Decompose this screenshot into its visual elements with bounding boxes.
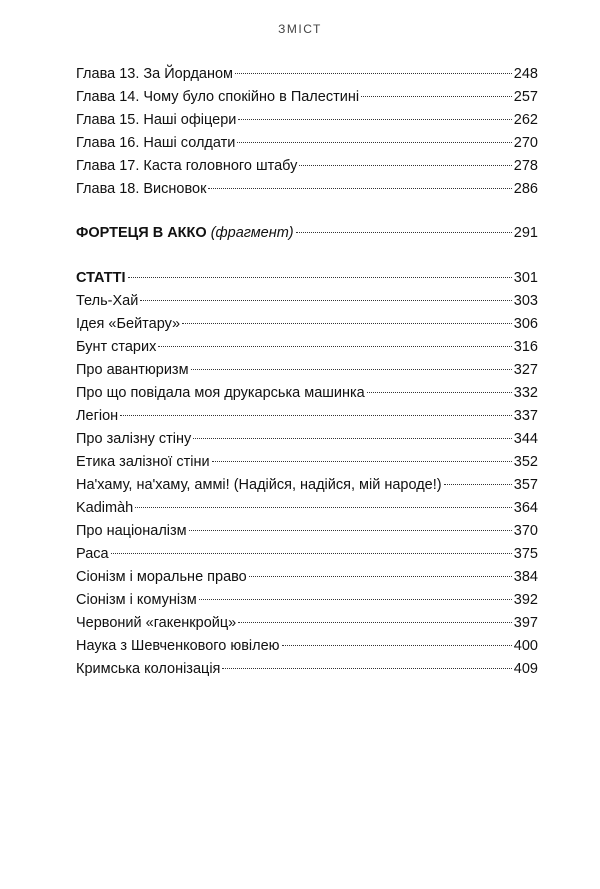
entry-page: 316 xyxy=(513,339,538,355)
entry-title: Червоний «гакенкройц» xyxy=(76,615,237,631)
dot-leader xyxy=(212,461,512,462)
entry-title: Про залізну стіну xyxy=(76,431,192,447)
entry-page: 270 xyxy=(513,135,538,151)
entry-title: Глава 14. Чому було спокійно в Палестині xyxy=(76,89,360,105)
entry-title: Сіонізм і комунізм xyxy=(76,592,197,608)
entry-title: Про що повідала моя друкарська машинка xyxy=(76,385,365,401)
section-title: СТАТТІ xyxy=(76,270,126,286)
entry-title: Ідея «Бейтару» xyxy=(76,316,181,332)
dot-leader xyxy=(111,553,512,554)
entry-page: 303 xyxy=(513,293,538,309)
entry-title: Про авантюризм xyxy=(76,362,189,378)
toc-entry xyxy=(76,313,538,336)
entry-title: Kadimàh xyxy=(76,500,134,516)
entry-page: 397 xyxy=(513,615,538,631)
entry-page: 370 xyxy=(513,523,538,539)
toc-entry xyxy=(76,155,538,178)
entry-title: Глава 18. Висновок xyxy=(76,181,207,197)
toc-entry xyxy=(76,336,538,359)
dot-leader xyxy=(367,392,512,393)
entry-title: Про націоналізм xyxy=(76,523,187,539)
toc-entry xyxy=(76,290,538,313)
toc-section-heading xyxy=(76,267,538,290)
entry-title: Наука з Шевченкового ювілею xyxy=(76,638,280,654)
toc-entry xyxy=(76,451,538,474)
dot-leader xyxy=(158,346,511,347)
entry-page: 262 xyxy=(513,112,538,128)
dot-leader xyxy=(238,622,512,623)
fortress-title: ФОРТЕЦЯ В АККО xyxy=(76,225,207,241)
entry-title: Тель-Хай xyxy=(76,293,139,309)
dot-leader xyxy=(237,142,511,143)
dot-leader xyxy=(189,530,512,531)
entry-page: 344 xyxy=(513,431,538,447)
entry-page: 400 xyxy=(513,638,538,654)
toc-entry xyxy=(76,132,538,155)
entry-title: Бунт старих xyxy=(76,339,157,355)
dot-leader xyxy=(208,188,511,189)
entry-page: 352 xyxy=(513,454,538,470)
toc-entry xyxy=(76,86,538,109)
dot-leader xyxy=(249,576,512,577)
dot-leader xyxy=(120,415,512,416)
toc-entry xyxy=(76,109,538,132)
entry-page: 332 xyxy=(513,385,538,401)
entry-page: 337 xyxy=(513,408,538,424)
dot-leader xyxy=(128,277,512,278)
dot-leader xyxy=(193,438,512,439)
dot-leader xyxy=(361,96,512,97)
dot-leader xyxy=(299,165,511,166)
chapters-section xyxy=(76,63,538,201)
fortress-section xyxy=(76,222,538,245)
dot-leader xyxy=(182,323,512,324)
entry-page: 327 xyxy=(513,362,538,378)
dot-leader xyxy=(444,484,512,485)
toc-entry xyxy=(76,359,538,382)
toc-entry xyxy=(76,589,538,612)
toc-entry xyxy=(76,566,538,589)
entry-page: 286 xyxy=(513,181,538,197)
dot-leader xyxy=(235,73,512,74)
toc-entry xyxy=(76,178,538,201)
toc-entry xyxy=(76,382,538,405)
entry-title: Глава 16. Наші солдати xyxy=(76,135,236,151)
toc-entry xyxy=(76,405,538,428)
entry-page: 375 xyxy=(513,546,538,562)
entry-page: 306 xyxy=(513,316,538,332)
entry-title: Етика залізної стіни xyxy=(76,454,210,470)
entry-title xyxy=(76,222,294,245)
articles-section xyxy=(76,267,538,681)
toc-entry xyxy=(76,428,538,451)
dot-leader xyxy=(135,507,512,508)
entry-title: Легіон xyxy=(76,408,119,424)
toc-entry xyxy=(76,612,538,635)
entry-page: 392 xyxy=(513,592,538,608)
entry-title: Раса xyxy=(76,546,109,562)
entry-page: 364 xyxy=(513,500,538,516)
toc-entry xyxy=(76,543,538,566)
entry-title: Сіонізм і моральне право xyxy=(76,569,247,585)
entry-page: 384 xyxy=(513,569,538,585)
dot-leader xyxy=(282,645,512,646)
entry-title: Глава 17. Каста головного штабу xyxy=(76,158,298,174)
toc-entry xyxy=(76,520,538,543)
toc-entry xyxy=(76,497,538,520)
dot-leader xyxy=(222,668,511,669)
dot-leader xyxy=(199,599,512,600)
fortress-subtitle: (фрагмент) xyxy=(210,225,294,241)
entry-page: 409 xyxy=(513,661,538,677)
dot-leader xyxy=(296,232,512,233)
entry-page: 357 xyxy=(513,477,538,493)
toc-entry xyxy=(76,658,538,681)
entry-page: 257 xyxy=(513,89,538,105)
dot-leader xyxy=(140,300,511,301)
entry-page: 278 xyxy=(513,158,538,174)
toc-entry xyxy=(76,635,538,658)
entry-page: 291 xyxy=(513,225,538,241)
entry-page: 301 xyxy=(513,270,538,286)
dot-leader xyxy=(191,369,512,370)
entry-title: Кримська колонізація xyxy=(76,661,221,677)
entry-title: Глава 13. За Йорданом xyxy=(76,66,234,82)
toc-entry xyxy=(76,63,538,86)
toc-entry xyxy=(76,474,538,497)
entry-title: Глава 15. Наші офіцери xyxy=(76,112,237,128)
dot-leader xyxy=(238,119,511,120)
page-header: ЗМІСТ xyxy=(278,22,322,36)
entry-page: 248 xyxy=(513,66,538,82)
entry-title: На'хаму, на'хаму, аммі! (Надійся, надійся, мій народе!) xyxy=(76,477,442,493)
toc-entry-fortress xyxy=(76,222,538,245)
